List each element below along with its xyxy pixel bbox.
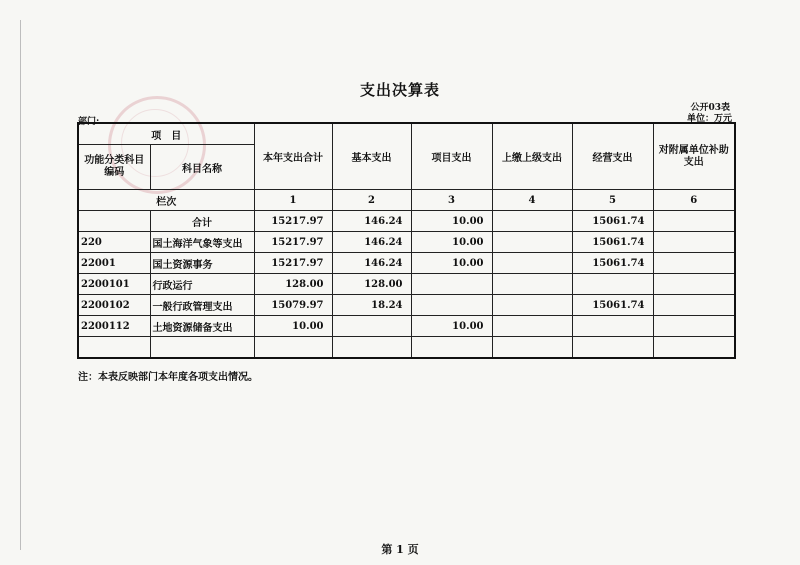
cell-subsidy <box>653 274 735 295</box>
cell-code: 22001 <box>78 253 150 274</box>
column-number: 3 <box>411 190 492 211</box>
cell-business: 15061.74 <box>572 295 653 316</box>
cell-code <box>78 337 150 359</box>
header-item: 项 目 <box>78 123 254 145</box>
table-row <box>78 232 735 253</box>
table-row <box>78 316 735 337</box>
cell-basic <box>332 316 411 337</box>
cell-name: 合计 <box>150 211 254 232</box>
cell-upper <box>492 211 572 232</box>
cell-total: 10.00 <box>254 316 332 337</box>
cell-total: 15217.97 <box>254 253 332 274</box>
cell-basic: 128.00 <box>332 274 411 295</box>
cell-code: 2200112 <box>78 316 150 337</box>
column-number: 2 <box>332 190 411 211</box>
cell-basic <box>332 337 411 359</box>
cell-subsidy <box>653 211 735 232</box>
page-number: 第 1 页 <box>381 543 419 556</box>
cell-subsidy <box>653 337 735 359</box>
cell-total <box>254 337 332 359</box>
cell-total: 15217.97 <box>254 232 332 253</box>
cell-subsidy <box>653 316 735 337</box>
cell-upper <box>492 253 572 274</box>
header-func-code: 功能分类科目编码 <box>78 145 150 190</box>
header-item-name: 科目名称 <box>150 145 254 190</box>
cell-business: 15061.74 <box>572 211 653 232</box>
column-number: 5 <box>572 190 653 211</box>
cell-basic: 146.24 <box>332 232 411 253</box>
cell-project: 10.00 <box>411 316 492 337</box>
cell-business <box>572 316 653 337</box>
cell-basic: 18.24 <box>332 295 411 316</box>
cell-upper <box>492 232 572 253</box>
document-title: 支出决算表 <box>359 81 440 99</box>
cell-upper <box>492 337 572 359</box>
department-label: 部门: <box>78 117 100 127</box>
cell-name: 行政运行 <box>150 274 254 295</box>
cell-upper <box>492 274 572 295</box>
cell-project: 10.00 <box>411 211 492 232</box>
cell-code: 220 <box>78 232 150 253</box>
table-row <box>78 337 735 359</box>
column-number: 6 <box>653 190 735 211</box>
column-number: 4 <box>492 190 572 211</box>
cell-name: 一般行政管理支出 <box>150 295 254 316</box>
cell-project: 10.00 <box>411 253 492 274</box>
cell-upper <box>492 295 572 316</box>
cell-upper <box>492 316 572 337</box>
cell-name: 国土资源事务 <box>150 253 254 274</box>
header-subsidy: 对附属单位补助支出 <box>653 123 735 190</box>
header-total: 本年支出合计 <box>254 123 332 190</box>
column-number-label: 栏次 <box>78 190 254 211</box>
cell-code: 2200101 <box>78 274 150 295</box>
cell-total: 128.00 <box>254 274 332 295</box>
table-note: 注：本表反映部门本年度各项支出情况。 <box>78 372 258 383</box>
cell-basic: 146.24 <box>332 253 411 274</box>
column-number: 1 <box>254 190 332 211</box>
cell-total: 15079.97 <box>254 295 332 316</box>
cell-project <box>411 337 492 359</box>
cell-name <box>150 337 254 359</box>
cell-subsidy <box>653 295 735 316</box>
cell-code: 2200102 <box>78 295 150 316</box>
cell-subsidy <box>653 232 735 253</box>
cell-project <box>411 295 492 316</box>
cell-total: 15217.97 <box>254 211 332 232</box>
cell-project <box>411 274 492 295</box>
cell-name: 国土海洋气象等支出 <box>150 232 254 253</box>
cell-business <box>572 337 653 359</box>
header-basic: 基本支出 <box>332 123 411 190</box>
table-row <box>78 274 735 295</box>
header-project: 项目支出 <box>411 123 492 190</box>
cell-subsidy <box>653 253 735 274</box>
cell-name: 土地资源储备支出 <box>150 316 254 337</box>
table-row <box>78 253 735 274</box>
cell-project: 10.00 <box>411 232 492 253</box>
unit-label: 单位：万元 <box>686 114 732 124</box>
expenditure-table <box>77 122 736 359</box>
header-upper: 上缴上级支出 <box>492 123 572 190</box>
form-code: 公开03表 <box>690 103 730 113</box>
table-row <box>78 211 735 232</box>
cell-code <box>78 211 150 232</box>
header-business: 经营支出 <box>572 123 653 190</box>
cell-business: 15061.74 <box>572 232 653 253</box>
cell-basic: 146.24 <box>332 211 411 232</box>
cell-business: 15061.74 <box>572 253 653 274</box>
cell-business <box>572 274 653 295</box>
table-row <box>78 295 735 316</box>
